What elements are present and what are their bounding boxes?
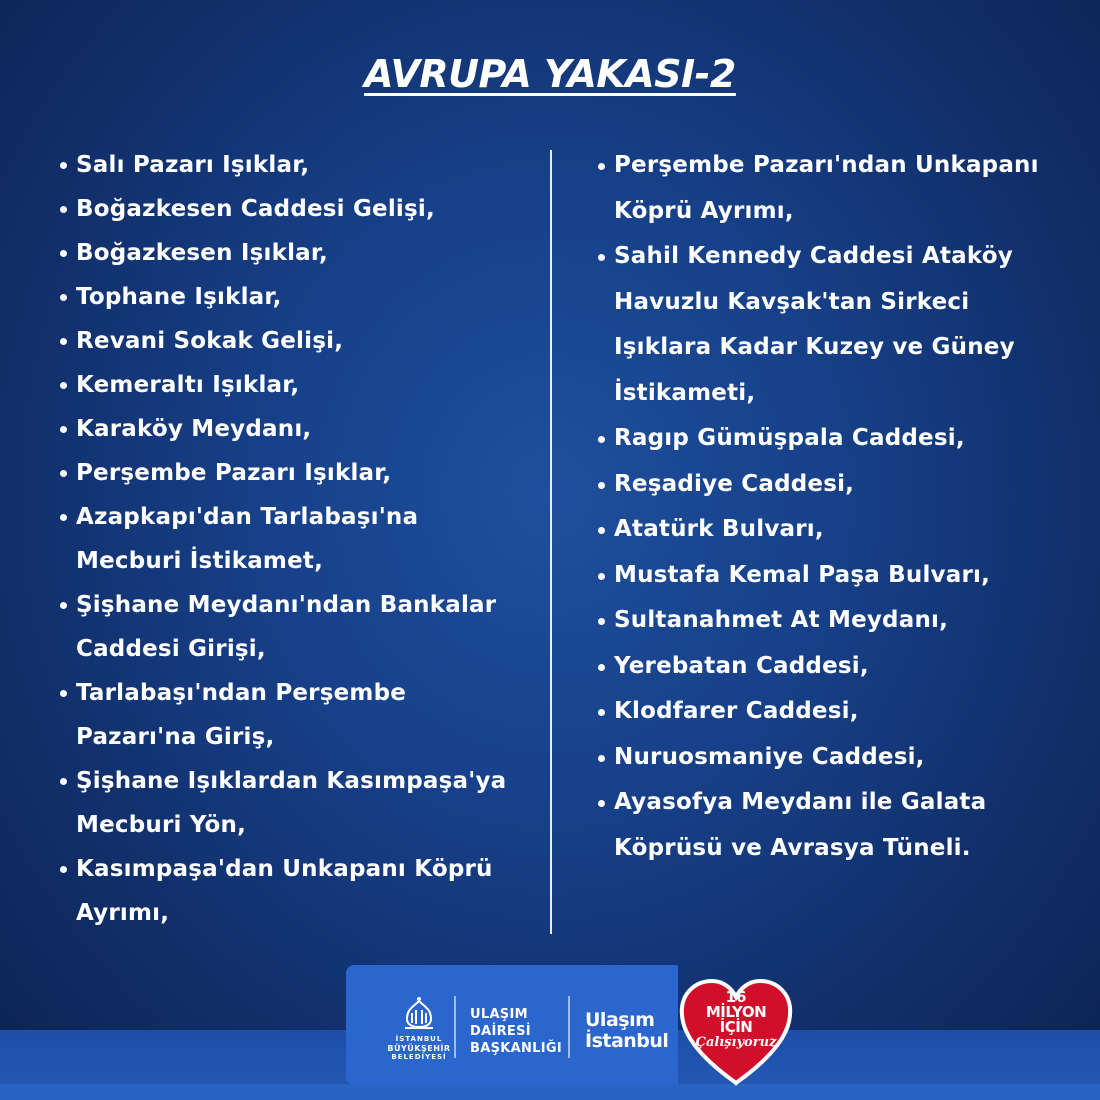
left-street-list — [60, 143, 530, 935]
street-text: Perşembe Pazarı Işıklar, — [76, 460, 392, 486]
street-text: Azapkapı'dan Tarlabaşı'na — [76, 504, 419, 530]
street-text: Ragıp Gümüşpala Caddesi, — [614, 425, 965, 451]
bullet-icon — [60, 514, 67, 521]
ibb-text-bottom: BELEDİYESİ — [391, 1053, 447, 1061]
bullet-icon — [598, 436, 605, 443]
dept-line-2: DAİRESİ — [470, 1024, 531, 1039]
bullet-icon — [598, 709, 605, 716]
street-text: Mecburi Yön, — [76, 812, 247, 838]
bullet-icon — [598, 163, 605, 170]
street-list-item — [60, 451, 530, 495]
bullet-icon — [60, 602, 67, 609]
bullet-icon — [60, 690, 67, 697]
street-list-item — [60, 363, 530, 407]
street-text: Mecburi İstikamet, — [76, 548, 324, 574]
bullet-icon — [60, 778, 67, 785]
bullet-icon — [60, 866, 67, 873]
street-list-item — [60, 187, 530, 231]
footer-separator — [568, 996, 570, 1058]
street-text: Şişhane Meydanı'ndan Bankalar — [76, 592, 497, 618]
street-text: Ayasofya Meydanı ile Galata — [614, 789, 987, 815]
street-list-item — [60, 407, 530, 451]
heart-line-2: İÇİN — [719, 1018, 753, 1036]
street-text: Kasımpaşa'dan Unkapanı Köprü — [76, 856, 493, 882]
column-divider — [550, 150, 552, 934]
street-list-item — [598, 416, 1068, 462]
street-list-item-continuation — [60, 627, 530, 671]
street-list-item — [598, 462, 1068, 508]
street-text: Işıklara Kadar Kuzey ve Güney — [614, 334, 1015, 360]
street-text: Atatürk Bulvarı, — [614, 516, 824, 542]
street-list-item — [60, 231, 530, 275]
brand-line-2: İstanbul — [585, 1030, 669, 1052]
street-text: Salı Pazarı Işıklar, — [76, 152, 310, 178]
street-list-item — [598, 644, 1068, 690]
street-text: Şişhane Işıklardan Kasımpaşa'ya — [76, 768, 507, 794]
heart-line-1: MİLYON — [705, 1003, 767, 1021]
street-text: Caddesi Girişi, — [76, 636, 266, 662]
bullet-icon — [60, 470, 67, 477]
street-list-item — [598, 598, 1068, 644]
heart-number: 16 — [725, 988, 747, 1006]
bullet-icon — [60, 162, 67, 169]
street-text: Mustafa Kemal Paşa Bulvarı, — [614, 561, 991, 588]
heart-slogan — [676, 990, 796, 1050]
street-list-item — [60, 671, 530, 715]
street-text: Kemeraltı Işıklar, — [76, 372, 300, 398]
bullet-icon — [60, 426, 67, 433]
street-list-item-continuation — [598, 280, 1068, 326]
bullet-icon — [598, 573, 605, 580]
bullet-icon — [598, 664, 605, 671]
street-text: Boğazkesen Caddesi Gelişi, — [76, 196, 435, 222]
street-list-item — [60, 759, 530, 803]
street-list-item — [598, 507, 1068, 553]
street-list-item — [598, 689, 1068, 735]
street-list-item-continuation — [598, 371, 1068, 417]
street-text: Boğazkesen Işıklar, — [76, 240, 328, 266]
heart-line-3: Çalışıyoruz — [695, 1035, 777, 1050]
department-label — [470, 1006, 562, 1057]
ibb-text-top: İSTANBUL — [395, 1035, 443, 1043]
footer-separator — [454, 996, 456, 1058]
street-list-item — [598, 553, 1068, 599]
bottom-line — [0, 1084, 1100, 1100]
street-list-item-continuation — [598, 189, 1068, 235]
street-text: Tarlabaşı'ndan Perşembe — [76, 680, 407, 706]
street-text: Tophane Işıklar, — [76, 284, 282, 310]
street-list-item-continuation — [598, 826, 1068, 872]
page-title: AVRUPA YAKASI-2 — [364, 52, 736, 96]
street-text: Ayrımı, — [76, 900, 170, 926]
street-text: Havuzlu Kavşak'tan Sirkeci — [614, 288, 970, 315]
dept-line-1: ULAŞIM — [470, 1007, 528, 1022]
street-text: Revani Sokak Gelişi, — [76, 328, 344, 354]
street-text: Yerebatan Caddesi, — [614, 652, 869, 679]
bullet-icon — [60, 294, 67, 301]
bullet-icon — [598, 618, 605, 625]
street-list-item — [598, 143, 1068, 189]
right-street-list — [598, 143, 1068, 871]
dept-line-3: BAŞKANLIĞI — [470, 1041, 562, 1056]
street-list-item-continuation — [60, 803, 530, 847]
street-list-item — [60, 495, 530, 539]
street-text: Köprüsü ve Avrasya Tüneli. — [614, 834, 971, 861]
bullet-icon — [598, 482, 605, 489]
street-text: Sultanahmet At Meydanı, — [614, 607, 949, 633]
street-list-item — [60, 275, 530, 319]
street-text: Köprü Ayrımı, — [614, 197, 794, 224]
bullet-icon — [60, 382, 67, 389]
street-list-item — [598, 735, 1068, 781]
street-text: İstikameti, — [614, 379, 756, 406]
street-list-item — [60, 583, 530, 627]
bullet-icon — [60, 250, 67, 257]
street-list-item — [60, 319, 530, 363]
bullet-icon — [598, 254, 605, 261]
street-text: Karaköy Meydanı, — [76, 416, 312, 442]
ibb-text-mid: BÜYÜKŞEHİR — [387, 1044, 451, 1053]
street-text: Perşembe Pazarı'ndan Unkapanı — [614, 152, 1039, 178]
bullet-icon — [60, 206, 67, 213]
street-text: Pazarı'na Giriş, — [76, 724, 275, 750]
street-text: Sahil Kennedy Caddesi Ataköy — [614, 243, 1013, 269]
street-list-item-continuation — [598, 325, 1068, 371]
street-list-item — [60, 143, 530, 187]
bullet-icon — [60, 338, 67, 345]
street-text: Nuruosmaniye Caddesi, — [614, 743, 925, 770]
bullet-icon — [598, 527, 605, 534]
street-text: Klodfarer Caddesi, — [614, 698, 859, 724]
bullet-icon — [598, 755, 605, 762]
street-list-item — [598, 780, 1068, 826]
street-list-item-continuation — [60, 715, 530, 759]
street-list-item — [598, 234, 1068, 280]
ibb-wordmark — [366, 1035, 472, 1062]
street-text: Reşadiye Caddesi, — [614, 470, 855, 497]
ulasim-istanbul-logo — [585, 1010, 668, 1052]
street-list-item-continuation — [60, 891, 530, 935]
bullet-icon — [598, 800, 605, 807]
street-list-item-continuation — [60, 539, 530, 583]
street-list-item — [60, 847, 530, 891]
brand-line-1: Ulaşım — [585, 1009, 655, 1031]
